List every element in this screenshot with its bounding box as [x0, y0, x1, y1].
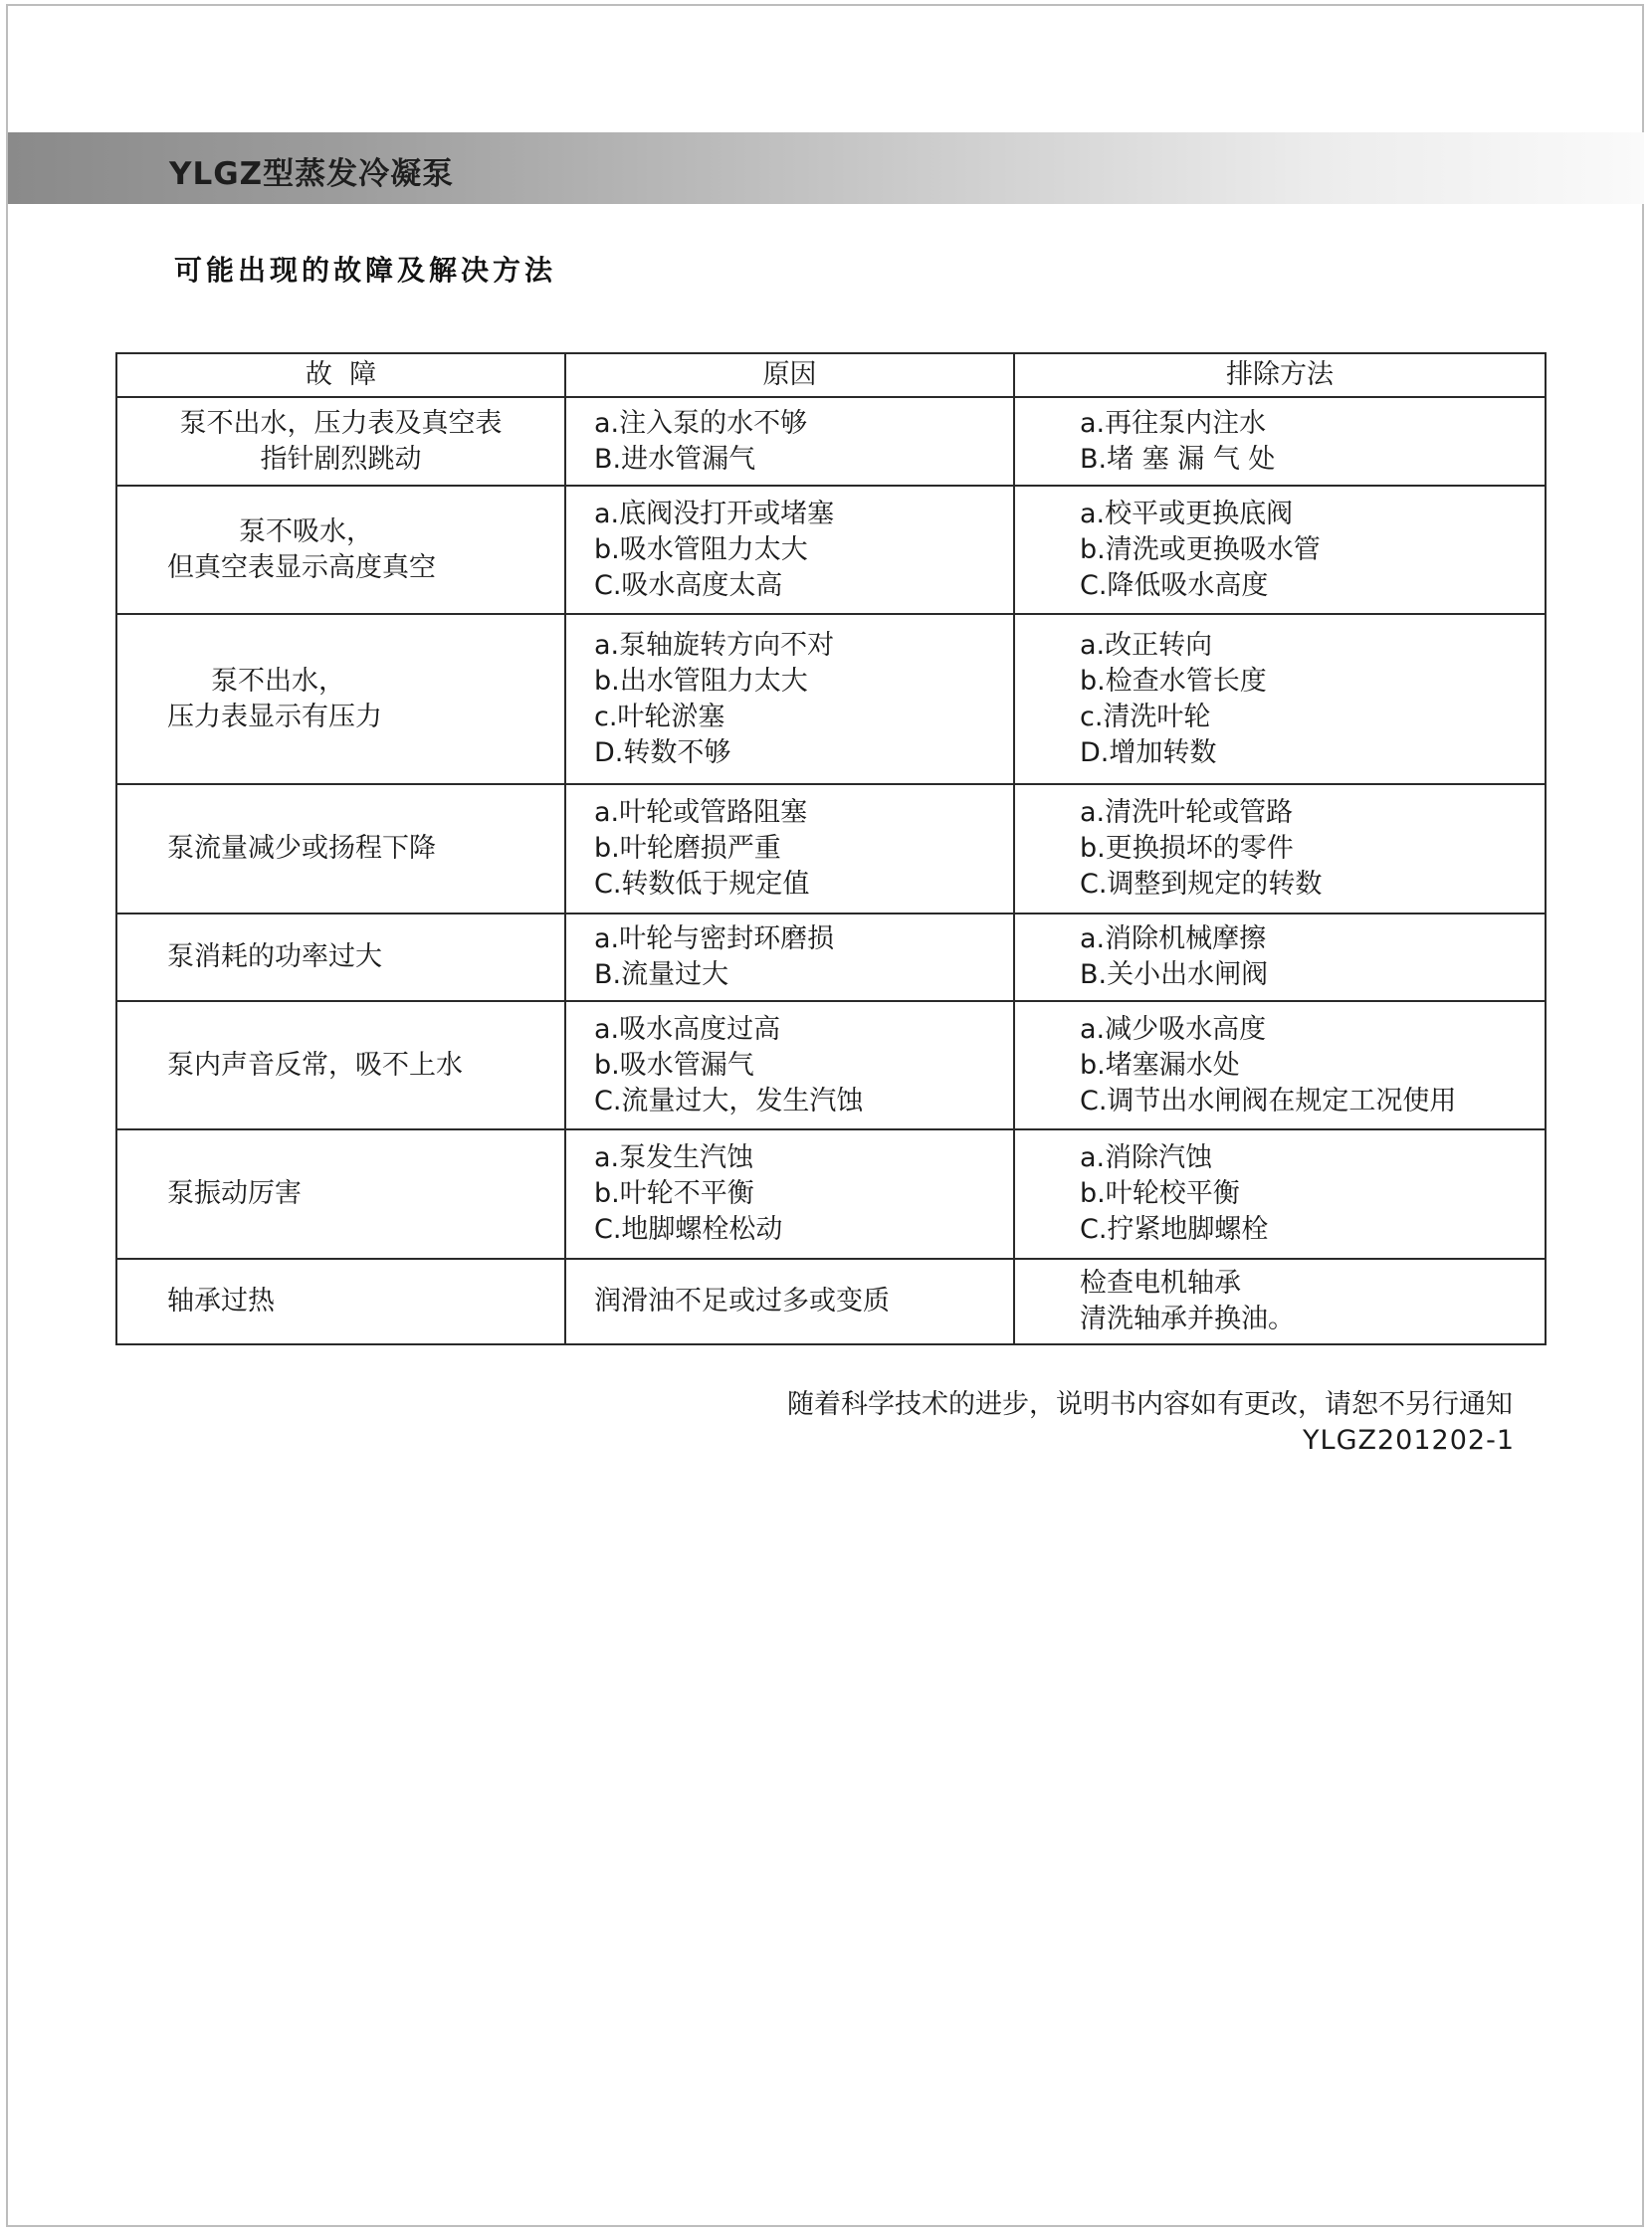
cause-line: C.地脚螺栓松动: [594, 1214, 783, 1245]
remedy-line: c.清洗叶轮: [1080, 701, 1211, 732]
remedy-line: a.改正转向: [1080, 629, 1213, 661]
remedy-cell: [1014, 784, 1546, 914]
troubleshooting-table: [115, 352, 1547, 1345]
cause-line: a.底阀没打开或堵塞: [594, 498, 835, 529]
table-row: [116, 397, 1546, 486]
cause-cell: [565, 1129, 1014, 1259]
remedy-line: a.减少吸水高度: [1080, 1013, 1267, 1045]
remedy-cell: [1014, 1259, 1546, 1344]
remedy-line: D.增加转数: [1080, 736, 1217, 768]
fault-line: 泵振动厉害: [167, 1178, 302, 1209]
cause-line: a.注入泵的水不够: [594, 407, 808, 439]
fault-line: 压力表显示有压力: [167, 701, 382, 732]
remedy-line: a.校平或更换底阀: [1080, 498, 1294, 529]
cause-line: a.叶轮或管路阻塞: [594, 797, 808, 828]
remedy-line: C.拧紧地脚螺栓: [1080, 1214, 1269, 1245]
table-row: [116, 784, 1546, 914]
remedy-cell: [1014, 614, 1546, 784]
fault-cell: [116, 614, 565, 784]
remedy-line: b.清洗或更换吸水管: [1080, 533, 1321, 565]
cause-line: C.流量过大，发生汽蚀: [594, 1085, 864, 1116]
remedy-line: 清洗轴承并换油。: [1080, 1304, 1295, 1334]
table-row: [116, 1129, 1546, 1259]
fault-line: 泵不出水，压力表及真空表: [179, 407, 503, 439]
cause-cell: [565, 486, 1014, 614]
remedy-line: b.叶轮校平衡: [1080, 1178, 1240, 1209]
fault-line: 泵流量减少或扬程下降: [167, 833, 436, 864]
fault-line: 指针剧烈跳动: [260, 443, 422, 475]
remedy-line: C.降低吸水高度: [1080, 569, 1269, 601]
table-row: [116, 486, 1546, 614]
remedy-line: C.调整到规定的转数: [1080, 869, 1323, 900]
cause-line: B.进水管漏气: [594, 443, 756, 475]
cause-line: D.转数不够: [594, 736, 731, 768]
fault-line: 泵不出水，: [211, 665, 345, 697]
remedy-line: C.调节出水闸阀在规定工况使用: [1080, 1085, 1457, 1116]
cause-cell: [565, 614, 1014, 784]
fault-cell: [116, 784, 565, 914]
fault-cell: [116, 486, 565, 614]
document-code: YLGZ201202-1: [1303, 1425, 1515, 1456]
remedy-line: a.再往泵内注水: [1080, 407, 1267, 439]
fault-line: 但真空表显示高度真空: [167, 551, 436, 583]
table-header-row: [116, 353, 1546, 397]
remedy-cell: [1014, 1001, 1546, 1129]
cause-line: a.泵发生汽蚀: [594, 1142, 754, 1173]
cause-cell: [565, 1001, 1014, 1129]
document-title: YLGZ型蒸发冷凝泵: [169, 156, 455, 192]
cause-line: a.吸水高度过高: [594, 1013, 781, 1045]
table-row: [116, 614, 1546, 784]
cause-cell: [565, 397, 1014, 486]
cause-line: a.泵轴旋转方向不对: [594, 629, 835, 661]
cause-line: B.流量过大: [594, 959, 729, 990]
cause-line: b.吸水管漏气: [594, 1049, 754, 1081]
cause-line: c.叶轮淤塞: [594, 701, 725, 732]
cause-line: a.叶轮与密封环磨损: [594, 923, 835, 954]
remedy-line: b.检查水管长度: [1080, 665, 1267, 697]
remedy-line: 检查电机轴承: [1080, 1268, 1241, 1299]
fault-line: 泵内声音反常，吸不上水: [167, 1049, 463, 1081]
cause-line: C.转数低于规定值: [594, 869, 810, 900]
fault-line: 泵消耗的功率过大: [167, 941, 382, 972]
table-row: [116, 914, 1546, 1001]
fault-cell: [116, 1259, 565, 1344]
remedy-cell: [1014, 397, 1546, 486]
fault-line: 泵不吸水，: [239, 515, 373, 547]
table-row: [116, 1001, 1546, 1129]
cause-line: b.出水管阻力太大: [594, 665, 808, 697]
remedy-line: b.堵塞漏水处: [1080, 1049, 1240, 1081]
fault-cell: [116, 1129, 565, 1259]
remedy-line: B.关小出水闸阀: [1080, 959, 1269, 990]
cause-cell: [565, 914, 1014, 1001]
remedy-line: a.清洗叶轮或管路: [1080, 797, 1294, 828]
section-title: 可能出现的故障及解决方法: [174, 254, 557, 287]
fault-cell: [116, 1001, 565, 1129]
remedy-cell: [1014, 914, 1546, 1001]
remedy-cell: [1014, 486, 1546, 614]
remedy-line: b.更换损坏的零件: [1080, 833, 1294, 864]
header-remedy: 排除方法: [1014, 353, 1546, 397]
remedy-line: a.消除汽蚀: [1080, 1142, 1213, 1173]
cause-cell: [565, 1259, 1014, 1344]
header-fault: 故 障: [116, 353, 565, 397]
remedy-cell: [1014, 1129, 1546, 1259]
fault-cell: [116, 914, 565, 1001]
fault-line: 轴承过热: [167, 1286, 275, 1317]
footer-notice: 随着科学技术的进步，说明书内容如有更改，请恕不另行通知: [787, 1389, 1513, 1420]
remedy-line: a.消除机械摩擦: [1080, 923, 1267, 954]
fault-cell: [116, 397, 565, 486]
cause-line: 润滑油不足或过多或变质: [594, 1286, 890, 1317]
table-row: [116, 1259, 1546, 1344]
header-cause: 原因: [565, 353, 1014, 397]
remedy-line: B.堵 塞 漏 气 处: [1080, 443, 1276, 475]
cause-cell: [565, 784, 1014, 914]
cause-line: b.叶轮不平衡: [594, 1178, 754, 1209]
cause-line: C.吸水高度太高: [594, 569, 783, 601]
cause-line: b.吸水管阻力太大: [594, 533, 808, 565]
cause-line: b.叶轮磨损严重: [594, 833, 781, 864]
